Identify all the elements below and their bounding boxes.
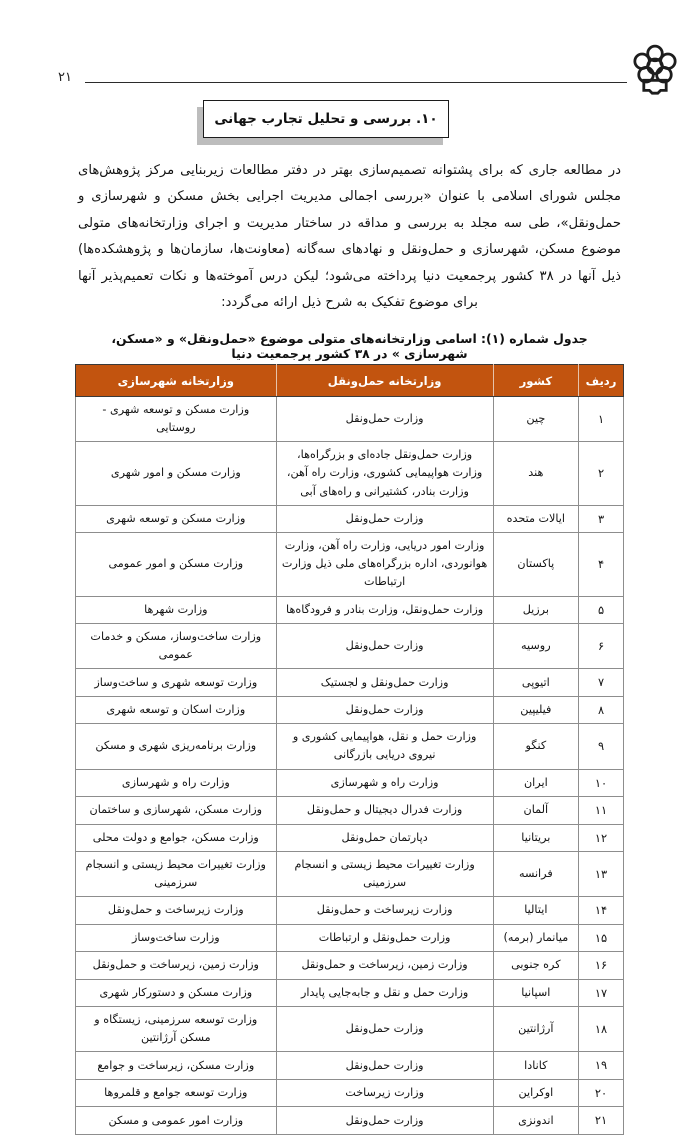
- cell-urban: وزارت تغییرات محیط زیستی و انسجام سرزمینی: [76, 851, 277, 896]
- cell-country: فیلیپین: [493, 696, 578, 723]
- cell-transport: وزارت زیرساخت: [276, 1079, 493, 1106]
- cell-index: ۲۱: [579, 1107, 624, 1134]
- cell-urban: وزارت راه و شهرسازی: [76, 769, 277, 796]
- cell-country: فرانسه: [493, 851, 578, 896]
- ministries-table: [75, 364, 624, 1135]
- table-row: [76, 897, 624, 924]
- table-row: [76, 533, 624, 596]
- table-container: [75, 364, 624, 1135]
- table-row: [76, 696, 624, 723]
- cell-urban: وزارت مسکن و دستورکار شهری: [76, 979, 277, 1006]
- cell-urban: وزارت زمین، زیرساخت و حمل‌ونقل: [76, 952, 277, 979]
- cell-transport: وزارت حمل‌ونقل جاده‌ای و بزرگراه‌ها، وزارت هواپیمایی کشوری، وزارت راه آهن، وزارت بنادر، کشتیرانی و راه‌های آبی: [276, 442, 493, 505]
- header-rule: [85, 82, 627, 83]
- cell-index: ۱۲: [579, 824, 624, 851]
- cell-index: ۱۶: [579, 952, 624, 979]
- cell-urban: وزارت مسکن، زیرساخت و جوامع: [76, 1052, 277, 1079]
- table-header: [76, 365, 624, 397]
- cell-country: چین: [493, 397, 578, 442]
- cell-urban: وزارت مسکن و توسعه شهری: [76, 505, 277, 532]
- cell-index: ۱۵: [579, 924, 624, 951]
- cell-transport: دپارتمان حمل‌ونقل: [276, 824, 493, 851]
- cell-urban: وزارت مسکن و امور عمومی: [76, 533, 277, 596]
- body-paragraph-container: [78, 158, 621, 316]
- cell-country: ایالات متحده: [493, 505, 578, 532]
- cell-transport: وزارت تغییرات محیط زیستی و انسجام سرزمینی: [276, 851, 493, 896]
- cell-index: ۸: [579, 696, 624, 723]
- body-paragraph: در مطالعه جاری که برای پشتوانه تصمیم‌سازی بهتر در دفتر مطالعات زیربنایی مرکز پژوهش‌های مجلس شورای اسلامی با عنوان «بررسی اجمالی مدیریت اجرایی بخش مسکن و شهرسازی و حمل‌ونقل»، طی سه مجلد به بررسی و مداقه در ساختار مدیریت و اجرای وزارتخانه‌های متولی موضوع مسکن، شهرسازی و حمل‌ونقل و نهادهای سه‌گانه (معاونت‌ها، سازمان‌ها و پژوهشکده‌ها) ذیل آنها در ۳۸ کشور پرجمعیت دنیا پرداخته می‌شود؛ لیکن درس آموخته‌ها و نکات تعمیم‌پذیر آنها برای موضوع تفکیک به شرح ذیل ارائه می‌گردد:: [78, 163, 621, 311]
- cell-urban: وزارت مسکن و توسعه شهری - روستایی: [76, 397, 277, 442]
- table-row: [76, 924, 624, 951]
- table-caption: جدول شماره (۱): اسامی وزارتخانه‌های متولی موضوع «حمل‌ونقل» و «مسکن، شهرسازی » در ۳۸ کشور پرجمعیت دنیا: [111, 331, 588, 361]
- cell-index: ۷: [579, 669, 624, 696]
- cell-index: ۴: [579, 533, 624, 596]
- rosette-flower-logo-icon: [627, 40, 683, 96]
- cell-transport: وزارت حمل‌ونقل: [276, 397, 493, 442]
- cell-country: هند: [493, 442, 578, 505]
- cell-country: ایتالیا: [493, 897, 578, 924]
- cell-transport: وزارت زیرساخت و حمل‌ونقل: [276, 897, 493, 924]
- table-row: [76, 1007, 624, 1052]
- cell-transport: وزارت زمین، زیرساخت و حمل‌ونقل: [276, 952, 493, 979]
- cell-country: اتیوپی: [493, 669, 578, 696]
- table-row: [76, 797, 624, 824]
- cell-index: ۱۷: [579, 979, 624, 1006]
- cell-urban: وزارت مسکن، شهرسازی و ساختمان: [76, 797, 277, 824]
- cell-index: ۱۹: [579, 1052, 624, 1079]
- cell-index: ۱۳: [579, 851, 624, 896]
- cell-transport: وزارت راه و شهرسازی: [276, 769, 493, 796]
- cell-transport: وزارت حمل و نقل و جابه‌جایی پایدار: [276, 979, 493, 1006]
- cell-index: ۲: [579, 442, 624, 505]
- cell-urban: وزارت مسکن، جوامع و دولت محلی: [76, 824, 277, 851]
- cell-transport: وزارت حمل‌ونقل: [276, 505, 493, 532]
- cell-index: ۳: [579, 505, 624, 532]
- table-row: [76, 724, 624, 769]
- table-row: [76, 979, 624, 1006]
- cell-country: روسیه: [493, 624, 578, 669]
- cell-index: ۶: [579, 624, 624, 669]
- cell-country: آرژانتین: [493, 1007, 578, 1052]
- cell-transport: وزارت حمل‌ونقل: [276, 1052, 493, 1079]
- section-heading: ۱۰. بررسی و تحلیل تجارب جهانی: [203, 100, 449, 138]
- cell-urban: وزارت شهرها: [76, 596, 277, 623]
- cell-country: اندونزی: [493, 1107, 578, 1134]
- cell-urban: وزارت توسعه شهری و ساخت‌وساز: [76, 669, 277, 696]
- table-body: [76, 397, 624, 1135]
- cell-urban: وزارت توسعه جوامع و قلمروها: [76, 1079, 277, 1106]
- table-row: [76, 769, 624, 796]
- cell-urban: وزارت برنامه‌ریزی شهری و مسکن: [76, 724, 277, 769]
- table-row: [76, 624, 624, 669]
- table-row: [76, 851, 624, 896]
- cell-transport: وزارت حمل‌ونقل، وزارت بنادر و فرودگاه‌ها: [276, 596, 493, 623]
- cell-urban: وزارت ساخت‌وساز: [76, 924, 277, 951]
- table-row: [76, 442, 624, 505]
- table-row: [76, 824, 624, 851]
- table-row: [76, 669, 624, 696]
- cell-country: اسپانیا: [493, 979, 578, 1006]
- cell-transport: وزارت حمل‌ونقل: [276, 1007, 493, 1052]
- cell-index: ۱۴: [579, 897, 624, 924]
- cell-transport: وزارت حمل‌ونقل و لجستیک: [276, 669, 493, 696]
- table-header-row: [76, 365, 624, 397]
- table-row: [76, 952, 624, 979]
- cell-urban: وزارت امور عمومی و مسکن: [76, 1107, 277, 1134]
- cell-urban: وزارت ساخت‌وساز، مسکن و خدمات عمومی: [76, 624, 277, 669]
- table-row: [76, 1052, 624, 1079]
- cell-transport: وزارت فدرال دیجیتال و حمل‌ونقل: [276, 797, 493, 824]
- cell-transport: وزارت حمل‌ونقل: [276, 1107, 493, 1134]
- cell-index: ۱۱: [579, 797, 624, 824]
- cell-transport: وزارت امور دریایی، وزارت راه آهن، وزارت هوانوردی، اداره بزرگراه‌های ملی ذیل وزارت ارتباطات: [276, 533, 493, 596]
- cell-country: برزیل: [493, 596, 578, 623]
- table-row: [76, 596, 624, 623]
- table-row: [76, 505, 624, 532]
- page-number: ۲۱: [58, 70, 72, 85]
- table-row: [76, 1079, 624, 1106]
- column-header-urban: وزارتخانه شهرسازی: [76, 365, 277, 397]
- cell-transport: وزارت حمل و نقل، هواپیمایی کشوری و نیروی دریایی بازرگانی: [276, 724, 493, 769]
- cell-index: ۵: [579, 596, 624, 623]
- cell-transport: وزارت حمل‌ونقل: [276, 696, 493, 723]
- cell-country: پاکستان: [493, 533, 578, 596]
- table-row: [76, 1107, 624, 1134]
- cell-urban: وزارت زیرساخت و حمل‌ونقل: [76, 897, 277, 924]
- cell-transport: وزارت حمل‌ونقل و ارتباطات: [276, 924, 493, 951]
- cell-index: ۱۰: [579, 769, 624, 796]
- cell-country: میانمار (برمه): [493, 924, 578, 951]
- page-header: [0, 40, 699, 100]
- cell-country: کانادا: [493, 1052, 578, 1079]
- cell-urban: وزارت اسکان و توسعه شهری: [76, 696, 277, 723]
- column-header-transport: وزارتخانه حمل‌ونقل: [276, 365, 493, 397]
- cell-country: کنگو: [493, 724, 578, 769]
- cell-country: اوکراین: [493, 1079, 578, 1106]
- cell-country: بریتانیا: [493, 824, 578, 851]
- cell-country: آلمان: [493, 797, 578, 824]
- cell-index: ۱۸: [579, 1007, 624, 1052]
- cell-index: ۲۰: [579, 1079, 624, 1106]
- cell-urban: وزارت توسعه سرزمینی، زیستگاه و مسکن آرژانتین: [76, 1007, 277, 1052]
- section-heading-container: [199, 100, 449, 140]
- cell-index: ۱: [579, 397, 624, 442]
- cell-country: ایران: [493, 769, 578, 796]
- cell-country: کره جنوبی: [493, 952, 578, 979]
- column-header-index: ردیف: [579, 365, 624, 397]
- table-row: [76, 397, 624, 442]
- column-header-country: کشور: [493, 365, 578, 397]
- cell-transport: وزارت حمل‌ونقل: [276, 624, 493, 669]
- cell-index: ۹: [579, 724, 624, 769]
- cell-urban: وزارت مسکن و امور شهری: [76, 442, 277, 505]
